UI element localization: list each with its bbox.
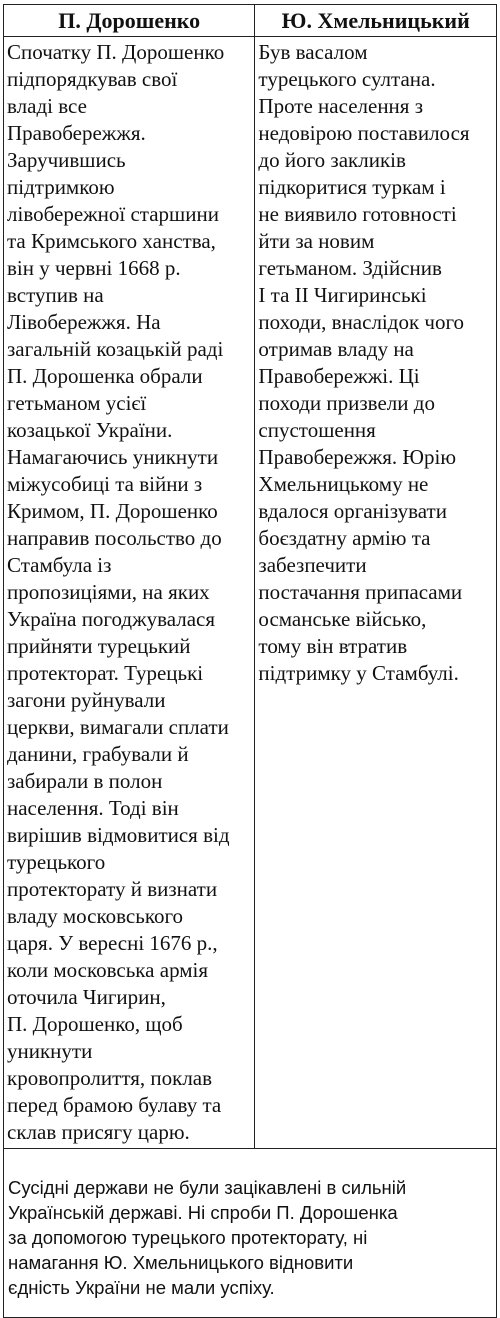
khmelnytskyi-cell <box>255 37 497 1149</box>
khmelnytskyi-text: Був васалом турецького султана. Проте населення з недовірою поставилося до його закликів підкоритися туркам і не виявило готовності йти за новим гетьманом. Здійснив І та ІІ Чигиринські походи, внаслідок чого отримав владу на Правобережжі. Ці походи призвели до спустошення Правобережжя. Юрію Хмельницькому не вдалося організувати боєздатну армію та забезпечити постачання припасами османське військо, тому він втратив підтримку у Стамбулі. <box>258 40 470 685</box>
doroshenko-text: Спочатку П. Дорошенко підпорядкував свої владі все Правобережжя. Заручившись підтримкою лівобережної старшини та Кримського ханства, він у червні 1668 р. вступив на Лівобережжя. На загальній козацькій раді П. Дорошенка обрали гетьманом усієї козацької України. Намагаючись уникнути міжусобиці та війни з Кримом, П. Дорошенко направив посольство до Стамбула із пропозиціями, на яких Україна погоджувалася прийняти турецький протекторат. Турецькі загони руйнували церкви, вимагали сплати данини, грабували й забирали в полон населення. Тоді він вирішив відмовитися від турецького протекторату й визнати владу московського царя. У вересні 1676 р., коли московська армія оточила Чигирин, П. Дорошенко, щоб уникнути кровопролиття, поклав перед брамою булаву та склав присягу царю. <box>7 40 230 1144</box>
header-row <box>4 5 497 37</box>
conclusion-row <box>4 1149 497 1318</box>
conclusion-cell <box>4 1149 497 1318</box>
conclusion-text: Сусідні держави не були зацікавлені в сильній Українській державі. Ні спроби П. Дорошенка за допомогою турецького протекторату, ні намагання Ю. Хмельницького відновити єдність України не мали успіху. <box>8 1177 407 1298</box>
content-row <box>4 37 497 1149</box>
header-doroshenko: П. Дорошенко <box>4 5 255 37</box>
comparison-table <box>3 4 497 1318</box>
doroshenko-cell <box>4 37 255 1149</box>
header-khmelnytskyi: Ю. Хмельницький <box>255 5 497 37</box>
